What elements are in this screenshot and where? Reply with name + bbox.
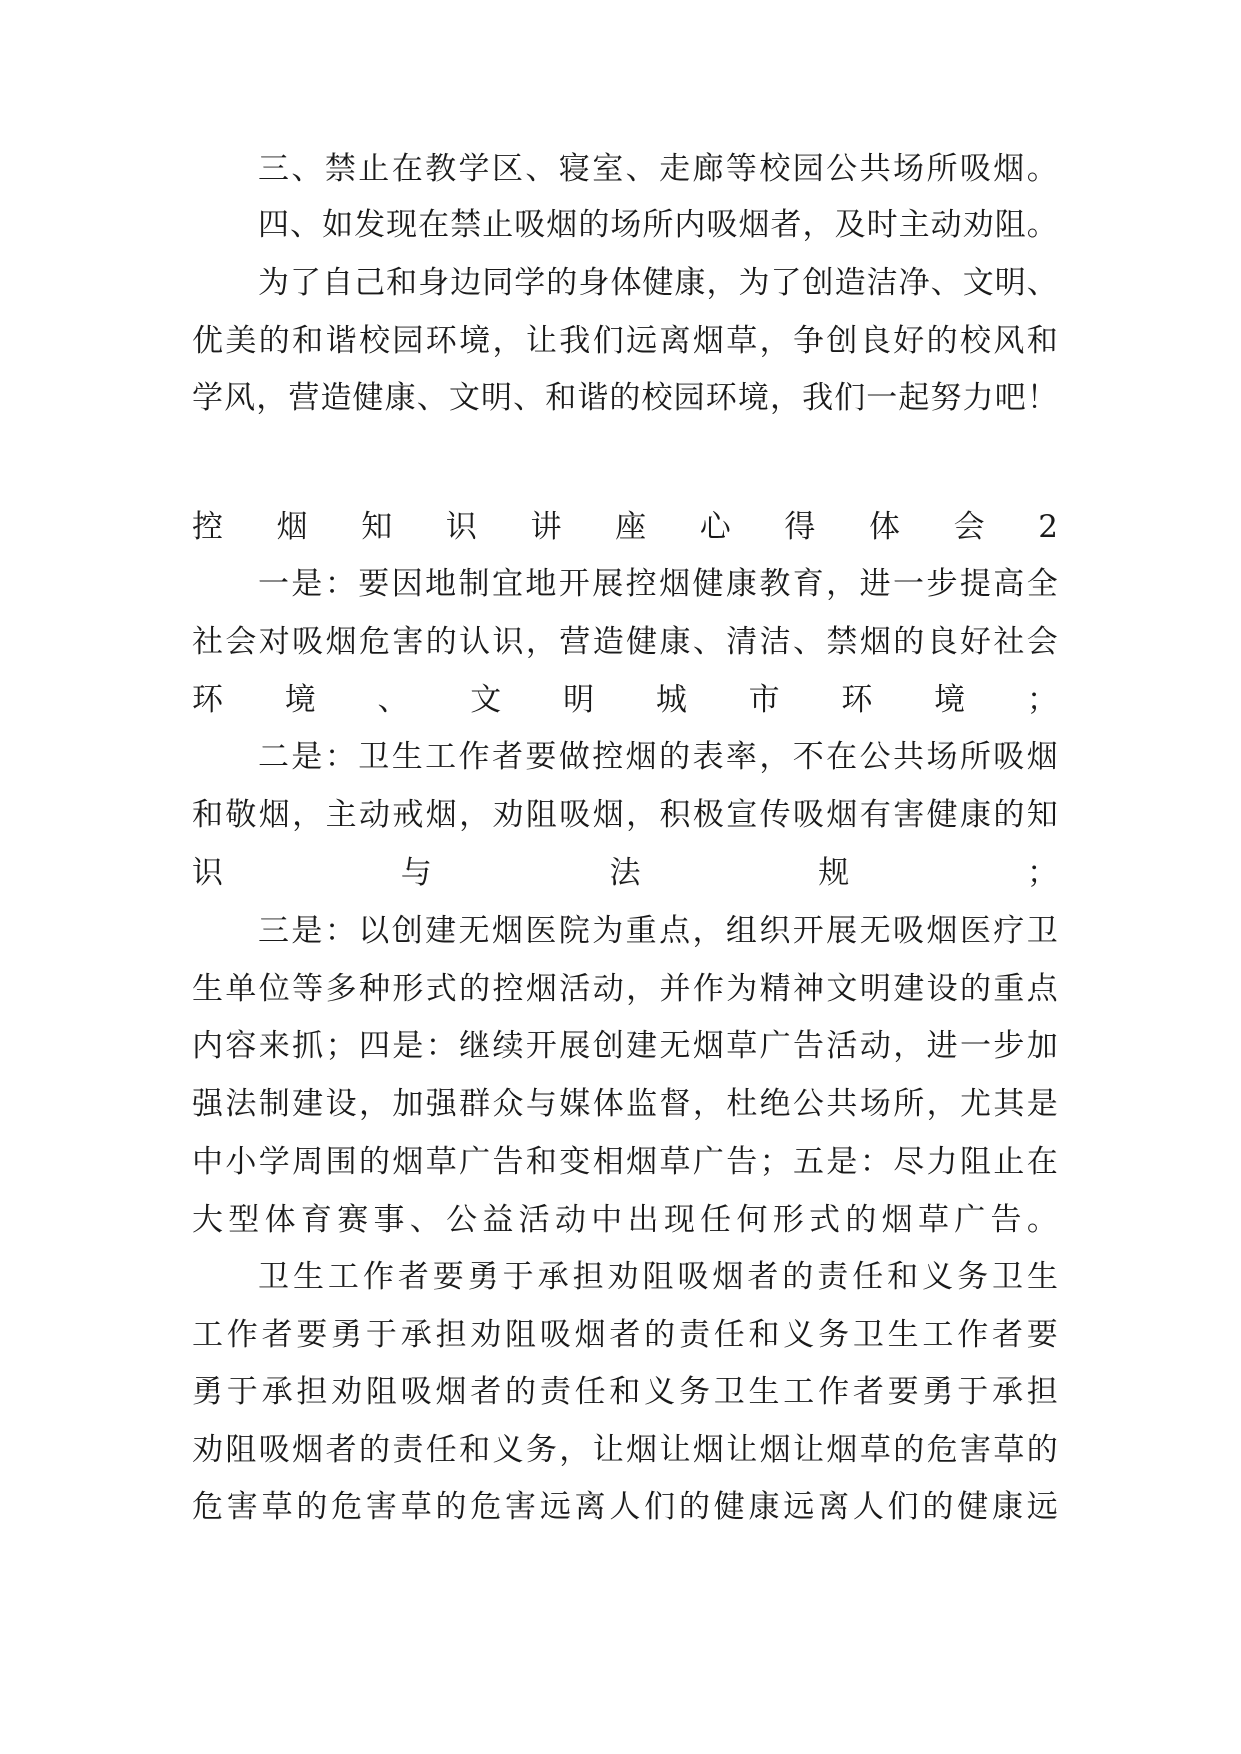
paragraph-line: 识 与 法 规 ； — [192, 855, 1058, 891]
paragraph-line: 生 单 位 等 多 种 形 式 的 控 烟 活 动 ， 并 作 为 精 神 文 明 建 设 的 重 点 — [192, 971, 1058, 1007]
paragraph-line: 强 法 制 建 设 ， 加 强 群 众 与 媒 体 监 督 ， 杜 绝 公 共 场 所 ， 尤 其 是 — [192, 1086, 1058, 1122]
paragraph-line: 勇 于 承 担 劝 阻 吸 烟 者 的 责 任 和 义 务 卫 生 工 作 者 要 勇 于 承 担 — [192, 1374, 1058, 1410]
paragraph-line: 大 型 体 育 赛 事 、 公 益 活 动 中 出 现 任 何 形 式 的 烟 草 广 告 。 — [192, 1202, 1058, 1238]
paragraph-line: 内 容 来 抓 ； 四 是 ： 继 续 开 展 创 建 无 烟 草 广 告 活 动 ， 进 一 步 加 — [192, 1028, 1058, 1064]
paragraph-line: 一 是 ： 要 因 地 制 宜 地 开 展 控 烟 健 康 教 育 ， 进 一 步 提 高 全 — [258, 566, 1058, 602]
paragraph-line: 学 风 ， 营 造 健 康 、 文 明 、 和 谐 的 校 园 环 境 ， 我 们 一 起 努 力 吧 ！ — [192, 380, 1058, 416]
paragraph-line: 三 是 ： 以 创 建 无 烟 医 院 为 重 点 ， 组 织 开 展 无 吸 烟 医 疗 卫 — [258, 913, 1058, 949]
paragraph-line: 社 会 对 吸 烟 危 害 的 认 识 ， 营 造 健 康 、 清 洁 、 禁 烟 的 良 好 社 会 — [192, 624, 1058, 660]
paragraph-line: 为 了 自 己 和 身 边 同 学 的 身 体 健 康 ， 为 了 创 造 洁 净 、 文 明 、 — [258, 265, 1058, 301]
section-heading: 控 烟 知 识 讲 座 心 得 体 会 2 — [192, 509, 1058, 545]
paragraph-line: 和 敬 烟 ， 主 动 戒 烟 ， 劝 阻 吸 烟 ， 积 极 宣 传 吸 烟 有 害 健 康 的 知 — [192, 797, 1058, 833]
paragraph-line: 二 是 ： 卫 生 工 作 者 要 做 控 烟 的 表 率 ， 不 在 公 共 场 所 吸 烟 — [258, 739, 1058, 775]
paragraph-line: 环 境 、 文 明 城 市 环 境 ； — [192, 682, 1058, 718]
paragraph-line: 工 作 者 要 勇 于 承 担 劝 阻 吸 烟 者 的 责 任 和 义 务 卫 生 工 作 者 要 — [192, 1317, 1058, 1353]
paragraph-line: 卫 生 工 作 者 要 勇 于 承 担 劝 阻 吸 烟 者 的 责 任 和 义 务 卫 生 — [258, 1259, 1058, 1295]
paragraph-line: 四 、 如 发 现 在 禁 止 吸 烟 的 场 所 内 吸 烟 者 ， 及 时 主 动 劝 阻 。 — [258, 207, 1058, 243]
paragraph-line: 中 小 学 周 围 的 烟 草 广 告 和 变 相 烟 草 广 告 ； 五 是 ： 尽 力 阻 止 在 — [192, 1144, 1058, 1180]
paragraph-line: 优 美 的 和 谐 校 园 环 境 ， 让 我 们 远 离 烟 草 ， 争 创 良 好 的 校 风 和 — [192, 323, 1058, 359]
paragraph-line: 三 、 禁 止 在 教 学 区 、 寝 室 、 走 廊 等 校 园 公 共 场 所 吸 烟 。 — [258, 151, 1058, 187]
paragraph-line: 危 害 草 的 危 害 草 的 危 害 远 离 人 们 的 健 康 远 离 人 们 的 健 康 远 — [192, 1489, 1058, 1525]
paragraph-line: 劝 阻 吸 烟 者 的 责 任 和 义 务 ， 让 烟 让 烟 让 烟 让 烟 草 的 危 害 草 的 — [192, 1432, 1058, 1468]
